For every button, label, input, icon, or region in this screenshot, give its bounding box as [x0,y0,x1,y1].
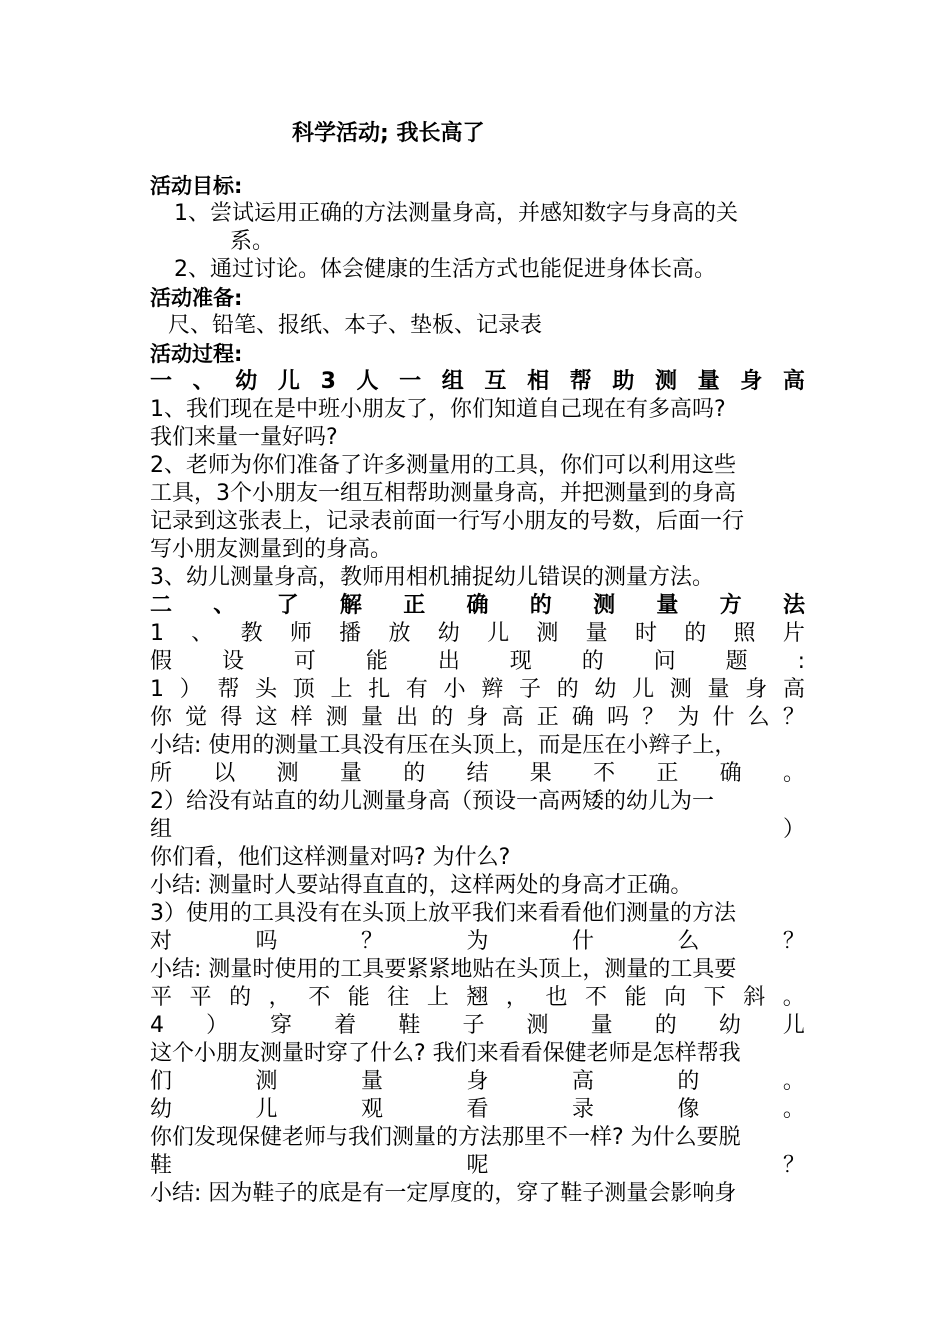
body-line: 你们发现保健老师与我们测量的方法那里不一样? 为什么要脱 [150,1125,741,1150]
page-title: 科学活动; 我长高了 [292,121,485,146]
body-line: 小结: 因为鞋子的底是有一定厚度的，穿了鞋子测量会影响身 [150,1181,737,1206]
process-heading: 活动过程: [150,342,243,366]
prep-heading: 活动准备: [150,286,243,310]
body-line: 幼 儿 观 看 录 像 。 [150,1097,805,1122]
body-line: 一 、 幼 儿 3 人 一 组 互 相 帮 助 测 量 身 高 [150,369,805,394]
body-line: 组 ） [150,817,805,842]
body-line: 2、老师为你们准备了许多测量用的工具，你们可以利用这些 [150,453,736,478]
body-line: 你们看，他们这样测量对吗? 为什么? [150,845,511,870]
body-line: 1、我们现在是中班小朋友了，你们知道自己现在有多高吗? [150,397,726,422]
body-line: 们 测 量 身 高 的 。 [150,1069,805,1094]
body-line: 假 设 可 能 出 现 的 问 题 : [150,649,805,674]
body-line: 2）给没有站直的幼儿测量身高（预设一高两矮的幼儿为一 [150,789,714,814]
body-line: 所 以 测 量 的 结 果 不 正 确 。 [150,761,805,786]
body-line: 3）使用的工具没有在头顶上放平我们来看看他们测量的方法 [150,901,736,926]
body-line: 小结: 测量时使用的工具要紧紧地贴在头顶上，测量的工具要 [150,957,737,982]
body-line: 二 、 了 解 正 确 的 测 量 方 法 [150,593,805,618]
body-line: 我们来量一量好吗? [150,425,338,450]
body-line: 3、幼儿测量身高，教师用相机捕捉幼儿错误的测量方法。 [150,565,714,590]
body-line: 小结: 使用的测量工具没有压在头顶上，而是压在小辫子上， [150,733,737,758]
body-line: 对 吗 ？ 为 什 么 ？ [150,929,805,954]
goal-2: 2、通过讨论。体会健康的生活方式也能促进身体长高。 [174,257,716,282]
body-line: 写小朋友测量到的身高。 [150,537,393,562]
prep-items: 尺、铅笔、报纸、本子、垫板、记录表 [168,313,543,338]
body-line: 小结: 测量时人要站得直直的，这样两处的身高才正确。 [150,873,693,898]
body-line: 1 、 教 师 播 放 幼 儿 测 量 时 的 照 片 [150,621,805,646]
body-line: 这个小朋友测量时穿了什么? 我们来看看保健老师是怎样帮我 [150,1041,741,1066]
document-body [150,172,805,1208]
body-line: 鞋 呢 ？ [150,1153,805,1178]
body-line: 平 平 的 ， 不 能 往 上 翘 ， 也 不 能 向 下 斜 。 [150,985,805,1010]
body-line: 工具，3个小朋友一组互相帮助测量身高，并把测量到的身高 [150,481,736,506]
body-line: 记录到这张表上，记录表前面一行写小朋友的号数，后面一行 [150,509,745,534]
body-line: 1 ） 帮 头 顶 上 扎 有 小 辫 子 的 幼 儿 测 量 身 高 [150,677,805,702]
goal-1-line-a: 1、尝试运用正确的方法测量身高，并感知数字与身高的关 [174,201,738,226]
body-line: 你 觉 得 这 样 测 量 出 的 身 高 正 确 吗 ？ 为 什 么 ？ [150,705,805,730]
goal-1-line-b: 系。 [230,229,275,254]
body-line: 4 ） 穿 着 鞋 子 测 量 的 幼 儿 [150,1013,805,1038]
process-text [150,368,805,1208]
goals-heading: 活动目标: [150,174,243,198]
